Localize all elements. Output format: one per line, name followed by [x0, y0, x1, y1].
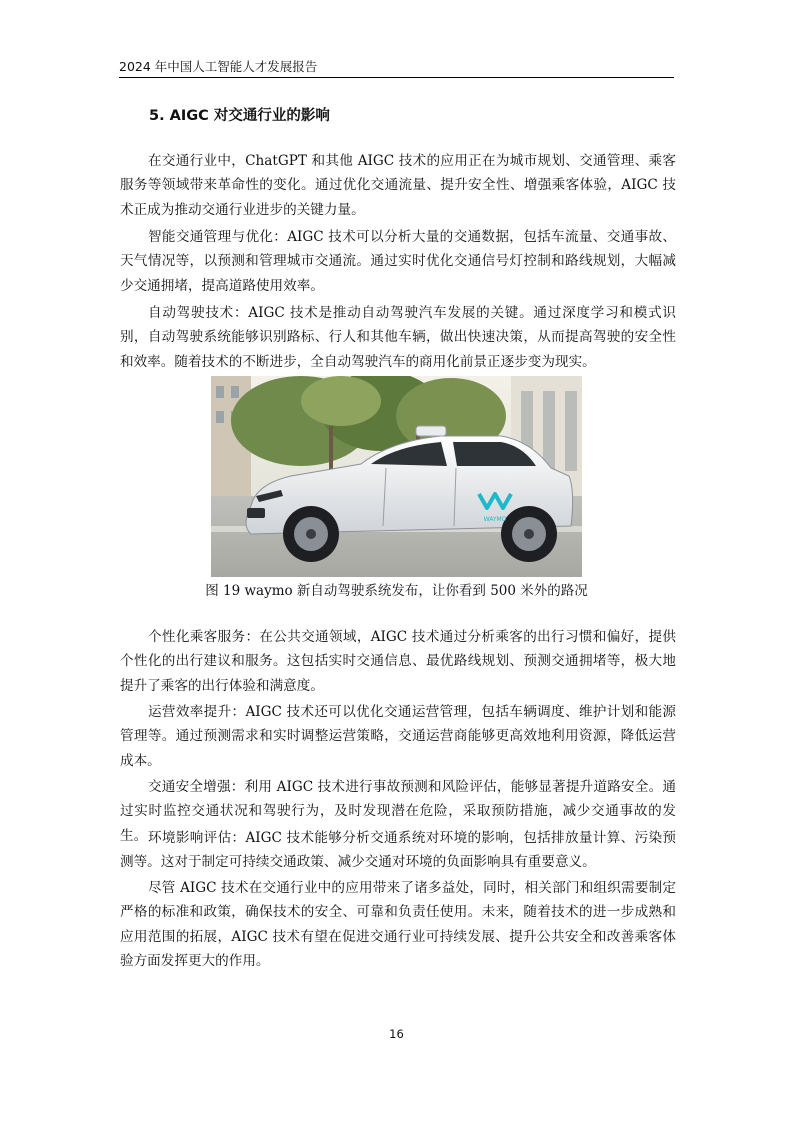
paragraph-environment: 环境影响评估：AIGC 技术能够分析交通系统对环境的影响，包括排放量计算、污染预测等。这对于制定可持续交通政策、减少交通对环境的负面影响具有重要意义。 [120, 830, 676, 871]
page-header [119, 59, 674, 78]
waymo-logo-text: WAYMO [483, 516, 507, 523]
paragraph-conclusion: 尽管 AIGC 技术在交通行业中的应用带来了诸多益处，同时，相关部门和组织需要制定严格的标准和政策，确保技术的安全、可靠和负责任使用。未来，随着技术的进一步成熟和应用范围的拓展，AIGC 技术有望在促进交通行业可持续发展、提升公共安全和改善乘客体验方面发挥更大的作用。 [120, 880, 676, 970]
page-number: 16 [389, 1027, 404, 1041]
waymo-car-photo [211, 376, 582, 577]
header-title: 2024 年中国人工智能人才发展报告 [119, 59, 318, 74]
paragraph-traffic-safety: 交通安全增强：利用 AIGC 技术进行事故预测和风险评估，能够显著提升道路安全。通过实时监控交通状况和驾驶行为，及时发现潜在危险，采取预防措施，减少交通事故的发生。 [120, 779, 676, 844]
paragraph-traffic-management: 智能交通管理与优化：AIGC 技术可以分析大量的交通数据，包括车流量、交通事故、天气情况等，以预测和管理城市交通流。通过实时优化交通信号灯控制和路线规划，大幅减少交通拥堵，提高道路使用效率。 [120, 229, 676, 294]
paragraph-passenger-service: 个性化乘客服务：在公共交通领域，AIGC 技术通过分析乘客的出行习惯和偏好，提供个性化的出行建议和服务。这包括实时交通信息、最优路线规划、预测交通拥堵等，极大地提升了乘客的出行体验和满意度。 [120, 629, 676, 694]
paragraph-autonomous-driving: 自动驾驶技术：AIGC 技术是推动自动驾驶汽车发展的关键。通过深度学习和模式识别，自动驾驶系统能够识别路标、行人和其他车辆，做出快速决策，从而提高驾驶的安全性和效率。随着技术的不断进步，全自动驾驶汽车的商用化前景正逐步变为现实。 [120, 305, 676, 370]
section-title: 5. AIGC 对交通行业的影响 [149, 108, 330, 124]
paragraph-intro: 在交通行业中，ChatGPT 和其他 AIGC 技术的应用正在为城市规划、交通管理、乘客服务等领域带来革命性的变化。通过优化交通流量、提升安全性、增强乘客体验，AIGC 技术正成为推动交通行业进步的关键力量。 [120, 153, 676, 218]
figure-caption: 图 19 waymo 新自动驾驶系统发布，让你看到 500 米外的路况 [205, 583, 588, 599]
paragraph-operational-efficiency: 运营效率提升：AIGC 技术还可以优化交通运营管理，包括车辆调度、维护计划和能源管理等。通过预测需求和实时调整运营策略，交通运营商能够更高效地利用资源，降低运营成本。 [120, 704, 676, 769]
